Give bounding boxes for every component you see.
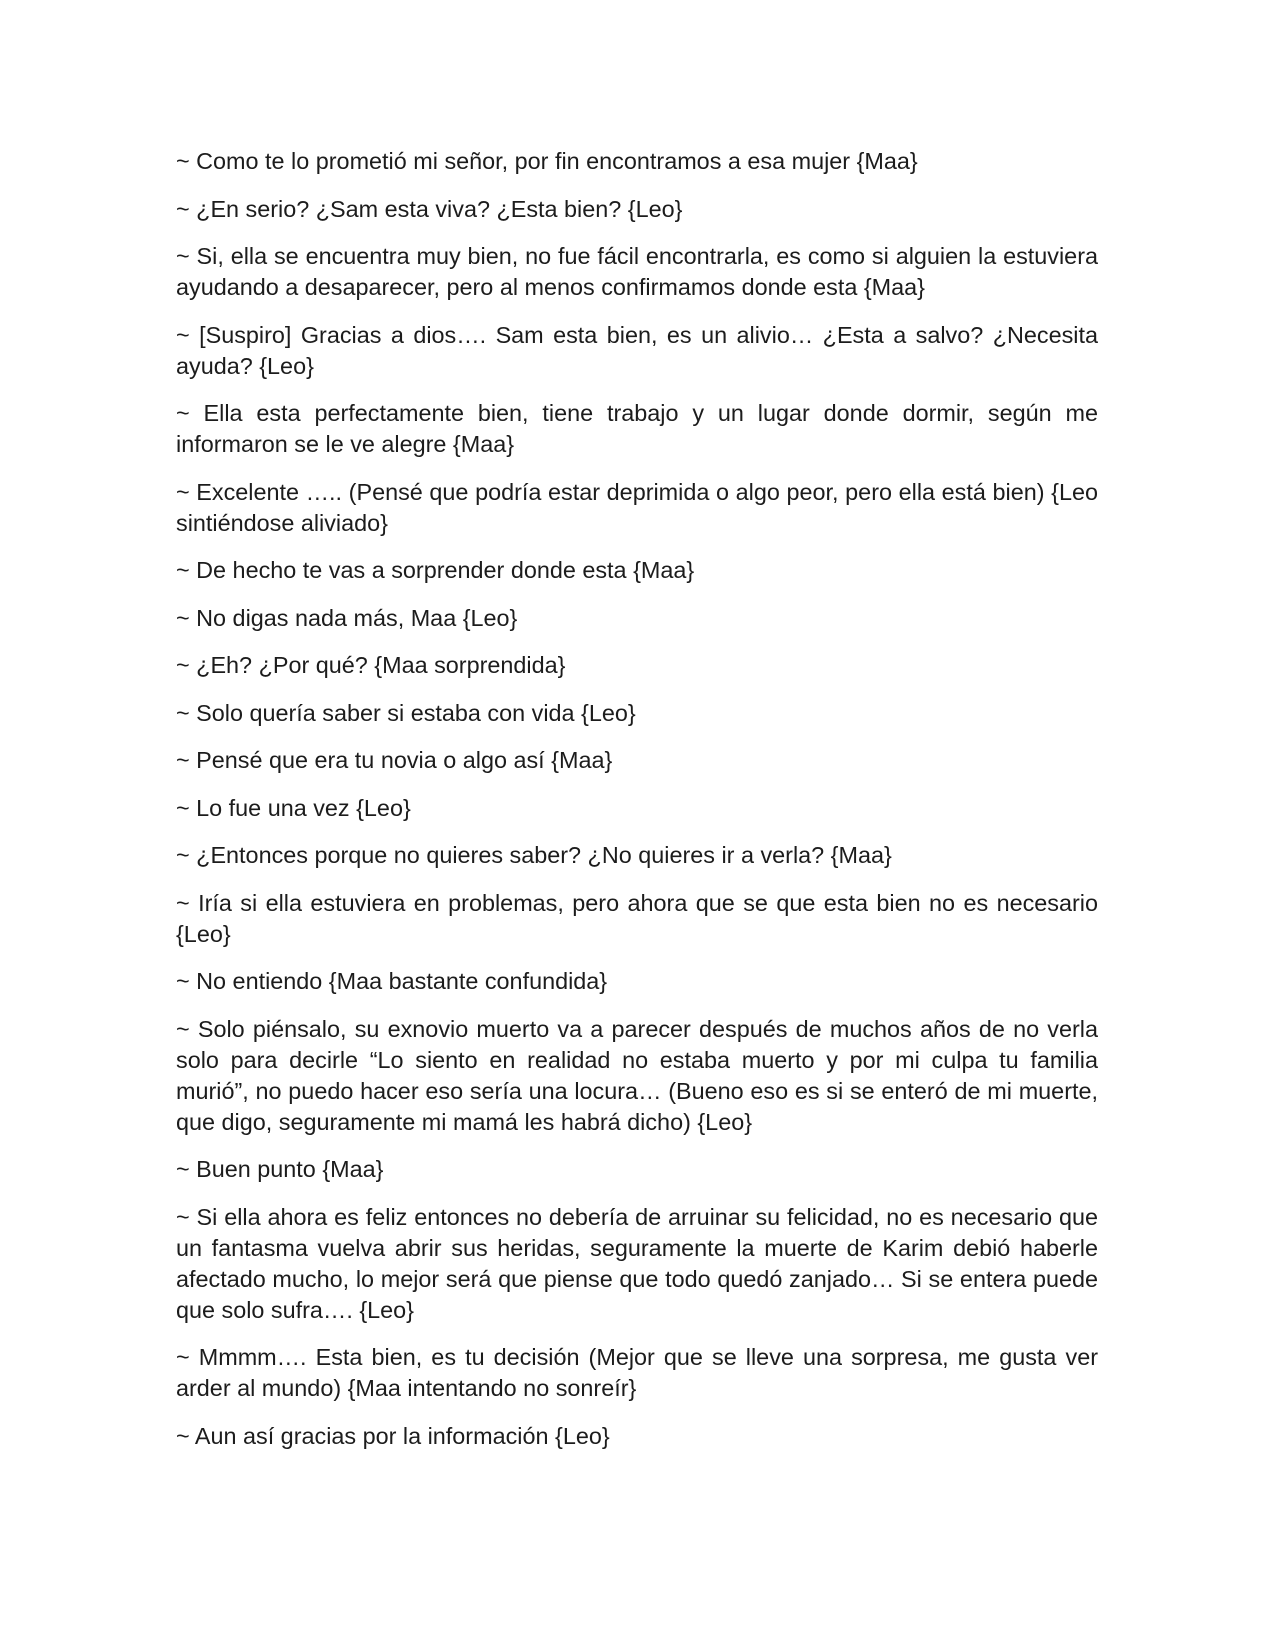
dialogue-line-14: ~ Iría si ella estuviera en problemas, pero ahora que se que esta bien no es necesario {Leo}: [176, 889, 1098, 947]
document-page: [176, 146, 1098, 1468]
dialogue-line-5: ~ Ella esta perfectamente bien, tiene trabajo y un lugar donde dormir, según me informaron se le ve alegre {Maa}: [176, 400, 1098, 457]
dialogue-line-9: ~ ¿Eh? ¿Por qué? {Maa sorprendida}: [176, 652, 566, 678]
dialogue-line-2: ~ ¿En serio? ¿Sam esta viva? ¿Esta bien? {Leo}: [176, 195, 683, 222]
dialogue-line-20: ~ Aun así gracias por la información {Leo}: [176, 1422, 610, 1449]
dialogue-line-12: ~ Lo fue una vez {Leo}: [176, 794, 411, 821]
dialogue-line-19: ~ Mmmm…. Esta bien, es tu decisión (Mejor que se lleve una sorpresa, me gusta ver arder al mundo) {Maa intentando no sonreír}: [176, 1344, 1098, 1401]
dialogue-line-13: ~ ¿Entonces porque no quieres saber? ¿No quieres ir a verla? {Maa}: [176, 842, 892, 868]
dialogue-line-18: ~ Si ella ahora es feliz entonces no debería de arruinar su felicidad, no es necesario que un fantasma vuelva abrir sus heridas, seguramente la muerte de Karim debió haberle afectado mucho, lo mejor será que piense que todo quedó zanjado… Si se entera puede que solo sufra…. {Leo}: [176, 1203, 1098, 1323]
dialogue-line-7: ~ De hecho te vas a sorprender donde esta {Maa}: [176, 557, 695, 583]
dialogue-line-10: ~ Solo quería saber si estaba con vida {Leo}: [176, 699, 636, 726]
dialogue-line-11: ~ Pensé que era tu novia o algo así {Maa}: [176, 747, 613, 773]
dialogue-line-17: ~ Buen punto {Maa}: [176, 1156, 384, 1182]
dialogue-line-8: ~ No digas nada más, Maa {Leo}: [176, 604, 518, 631]
dialogue-line-3: ~ Si, ella se encuentra muy bien, no fue fácil encontrarla, es como si alguien la estuviera ayudando a desaparecer, pero al menos confirmamos donde esta {Maa}: [176, 243, 1098, 300]
dialogue-line-15: ~ No entiendo {Maa bastante confundida}: [176, 968, 608, 994]
dialogue-line-16: ~ Solo piénsalo, su exnovio muerto va a parecer después de muchos años de no verla solo para decirle “Lo siento en realidad no estaba muerto y por mi culpa tu familia murió”, no puedo hacer eso sería una locura… (Bueno eso es si se enteró de mi muerte, que digo, seguramente mi mamá les habrá dicho) {Leo}: [176, 1015, 1098, 1135]
dialogue-line-4: ~ [Suspiro] Gracias a dios…. Sam esta bien, es un alivio… ¿Esta a salvo? ¿Necesita ayuda? {Leo}: [176, 321, 1098, 379]
dialogue-line-1: ~ Como te lo prometió mi señor, por fin encontramos a esa mujer {Maa}: [176, 148, 918, 174]
dialogue-line-6: ~ Excelente ….. (Pensé que podría estar deprimida o algo peor, pero ella está bien) {Leo sintiéndose aliviado}: [176, 478, 1098, 536]
